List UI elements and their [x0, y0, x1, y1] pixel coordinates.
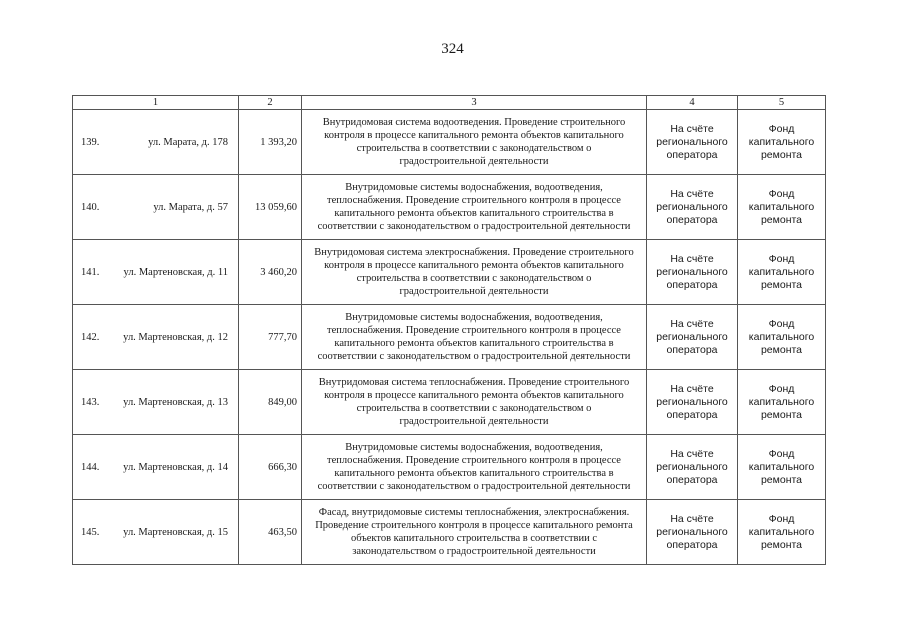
- row-fund: Фонд капитального ремонта: [738, 500, 826, 565]
- row-description: Фасад, внутридомовые системы теплоснабжения, электроснабжения. Проведение строительного контроля в процессе капитального ремонта объектов капитального строительства в соответствии с законодательством о градостроительной деятельности: [302, 500, 647, 565]
- column-header: 4: [647, 96, 738, 110]
- table-row: [73, 305, 826, 370]
- row-description: Внутридомовые системы водоснабжения, водоотведения, теплоснабжения. Проведение строительного контроля в процессе капитального ремонта объектов капитального строительства в соответствии с законодательством о градостроительной деятельности: [302, 305, 647, 370]
- row-description: Внутридомовая система водоотведения. Проведение строительного контроля в процессе капитального ремонта объектов капитального строительства в соответствии с законодательством о градостроительной деятельности: [302, 110, 647, 175]
- row-number: 145.: [81, 526, 100, 538]
- row-number: 141.: [81, 266, 100, 278]
- first-cell: [73, 500, 239, 565]
- first-cell: [73, 370, 239, 435]
- row-sum: 849,00: [239, 370, 302, 435]
- first-cell: [73, 240, 239, 305]
- first-cell: [73, 110, 239, 175]
- row-address: ул. Мартеновская, д. 14: [123, 461, 228, 473]
- row-fund: Фонд капитального ремонта: [738, 370, 826, 435]
- table-row: [73, 435, 826, 500]
- row-fund: Фонд капитального ремонта: [738, 305, 826, 370]
- row-address: ул. Мартеновская, д. 11: [123, 266, 228, 278]
- column-header: 1: [73, 96, 239, 110]
- row-source: На счёте регионального оператора: [647, 175, 738, 240]
- row-address: ул. Марата, д. 57: [153, 201, 228, 213]
- row-sum: 3 460,20: [239, 240, 302, 305]
- row-number: 140.: [81, 201, 100, 213]
- row-sum: 777,70: [239, 305, 302, 370]
- row-description: Внутридомовые системы водоснабжения, водоотведения, теплоснабжения. Проведение строительного контроля в процессе капитального ремонта объектов капитального строительства в соответствии с законодательством о градостроительной деятельности: [302, 435, 647, 500]
- row-address: ул. Мартеновская, д. 15: [123, 526, 228, 538]
- row-fund: Фонд капитального ремонта: [738, 435, 826, 500]
- table-row: [73, 500, 826, 565]
- row-description: Внутридомовые системы водоснабжения, водоотведения, теплоснабжения. Проведение строительного контроля в процессе капитального ремонта объектов капитального строительства в соответствии с законодательством о градостроительной деятельности: [302, 175, 647, 240]
- table-body: [73, 110, 826, 565]
- row-source: На счёте регионального оператора: [647, 435, 738, 500]
- table-header-row: [73, 96, 826, 110]
- first-cell: [73, 305, 239, 370]
- column-header: 5: [738, 96, 826, 110]
- row-source: На счёте регионального оператора: [647, 500, 738, 565]
- row-address: ул. Мартеновская, д. 12: [123, 331, 228, 343]
- row-source: На счёте регионального оператора: [647, 110, 738, 175]
- row-number: 143.: [81, 396, 100, 408]
- row-sum: 463,50: [239, 500, 302, 565]
- column-header: 2: [239, 96, 302, 110]
- row-fund: Фонд капитального ремонта: [738, 110, 826, 175]
- column-header: 3: [302, 96, 647, 110]
- table-row: [73, 240, 826, 305]
- row-description: Внутридомовая система теплоснабжения. Проведение строительного контроля в процессе капитального ремонта объектов капитального строительства в соответствии с законодательством о градостроительной деятельности: [302, 370, 647, 435]
- row-address: ул. Марата, д. 178: [148, 136, 228, 148]
- row-source: На счёте регионального оператора: [647, 240, 738, 305]
- first-cell: [73, 175, 239, 240]
- row-address: ул. Мартеновская, д. 13: [123, 396, 228, 408]
- row-sum: 666,30: [239, 435, 302, 500]
- row-number: 142.: [81, 331, 100, 343]
- row-source: На счёте регионального оператора: [647, 305, 738, 370]
- row-description: Внутридомовая система электроснабжения. Проведение строительного контроля в процессе капитального ремонта объектов капитального строительства в соответствии с законодательством о градостроительной деятельности: [302, 240, 647, 305]
- table-row: [73, 175, 826, 240]
- table-row: [73, 370, 826, 435]
- row-fund: Фонд капитального ремонта: [738, 240, 826, 305]
- works-table: [72, 95, 826, 565]
- table-row: [73, 110, 826, 175]
- row-fund: Фонд капитального ремонта: [738, 175, 826, 240]
- row-sum: 1 393,20: [239, 110, 302, 175]
- row-number: 144.: [81, 461, 100, 473]
- row-source: На счёте регионального оператора: [647, 370, 738, 435]
- row-sum: 13 059,60: [239, 175, 302, 240]
- row-number: 139.: [81, 136, 100, 148]
- page-number: 324: [441, 41, 464, 57]
- first-cell: [73, 435, 239, 500]
